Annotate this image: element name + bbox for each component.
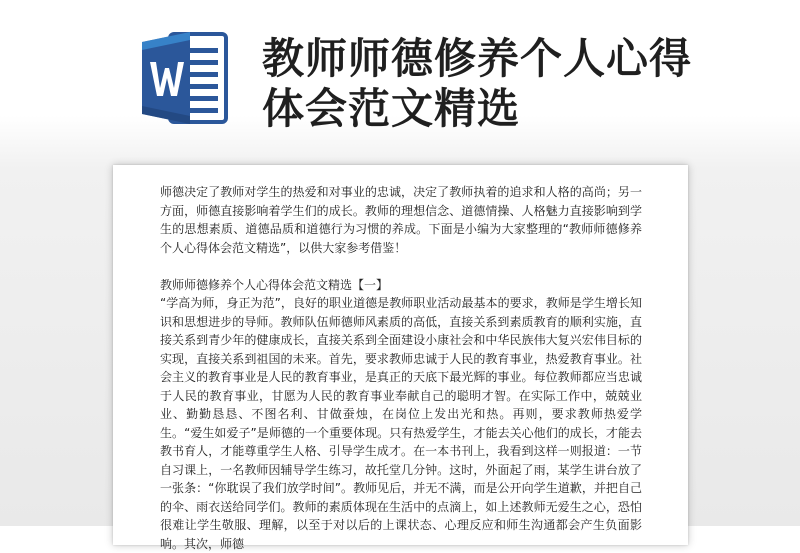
document-content [160,183,642,553]
intro-paragraph: 师德决定了教师对学生的热爱和对事业的忠诚，决定了教师执着的追求和人格的高尚；另一方面，师德直接影响着学生们的成长。教师的理想信念、道德情操、人格魅力直接影响到学生的思想素质、道德品质和道德行为习惯的养成。下面是小编为大家整理的“教师师德修养个人心得体会范文精选”，以供大家参考借鉴！ [160,185,642,255]
header [0,0,800,150]
document-page [113,165,688,551]
word-document-icon [140,28,232,128]
body-paragraph: “学高为师，身正为范”，良好的职业道德是教师职业活动最基本的要求，教师是学生增长知识和思想进步的导师。教师队伍师德师风素质的高低，直接关系到素质教育的顺利实施，直接关系到青少年的健康成长，直接关系到全面建设小康社会和中华民族伟大复兴宏伟目标的实现，直接关系到祖国的未来。首先，要求教师忠诚于人民的教育事业，热爱教育事业。社会主义的教育事业是人民的教育事业，是真正的天底下最光辉的事业。每位教师都应当忠诚于人民的教育事业，甘愿为人民的教育事业奉献自己的聪明才智。在实际工作中，兢兢业业、勤勤恳恳、不图名利、甘做蚕烛，在岗位上发出光和热。再则，要求教师热爱学生。“爱生如爱子”是师德的一个重要体现。只有热爱学生，才能去关心他们的成长，才能去教书育人，才能尊重学生人格、引导学生成才。在一本书刊上，我看到这样一则报道：一节自习课上，一名教师因辅导学生练习，故托堂几分钟。这时，外面起了雨，某学生讲台放了一张条：“你耽误了我们放学时间”。教师见后，并无不满，而是公开向学生道歉，并把自己的伞、雨衣送给同学们。教师的素质体现在生活中的点滴上，如上述教师无爱生之心，恐怕很难让学生敬服、理解，以至于对以后的上课状态、心理反应和师生沟通都会产生负面影响。其次，师德 [160,296,642,551]
section-heading: 教师师德修养个人心得体会范文精选【一】 [160,277,389,292]
paragraph-gap [160,257,642,276]
document-title: 教师师德修养个人心得体会范文精选 [262,34,693,133]
